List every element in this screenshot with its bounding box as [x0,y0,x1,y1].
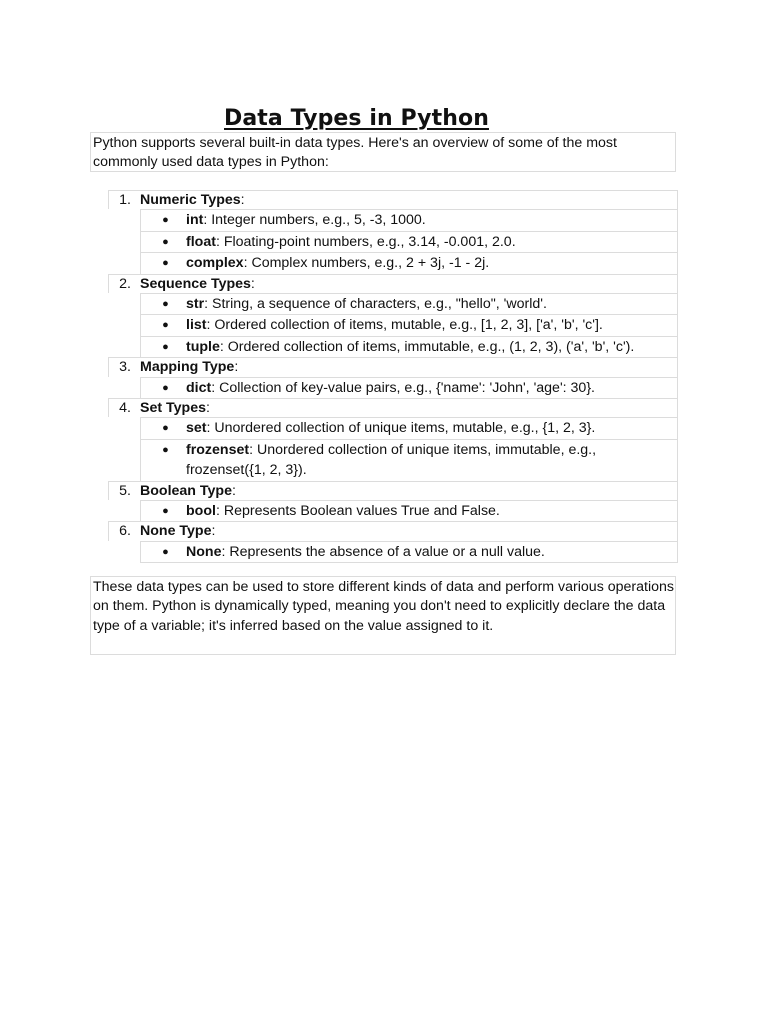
section-title: Sequence Types: [140,275,255,292]
type-item [140,377,678,398]
section-title: Set Types: [140,400,210,417]
type-item [140,231,678,252]
type-term: str [186,296,205,312]
type-section-header [108,274,678,293]
type-item [140,541,678,563]
type-item-text [186,253,677,273]
type-items-list [108,293,678,357]
type-items-list [108,209,678,273]
type-description: : Integer numbers, e.g., 5, -3, 1000. [203,212,426,229]
section-title: Numeric Types: [140,192,245,208]
section-title: None Type: [140,523,216,540]
section-number: 4. [119,400,131,417]
bullet-icon: ● [162,214,169,227]
type-term: complex [186,255,244,272]
bullet-icon: ● [162,545,169,558]
type-item [140,209,678,230]
type-section [108,521,678,563]
type-section-header [108,357,678,376]
section-name: Mapping Type [140,359,235,376]
type-item-text [186,210,677,230]
type-description: : Unordered collection of unique items, immutable, e.g., frozenset({1, 2, 3}). [186,441,597,479]
bullet-icon: ● [162,319,169,332]
type-section [108,398,678,481]
bullet-icon: ● [162,340,169,353]
type-term: bool [186,503,216,520]
bullet-icon: ● [162,298,169,310]
page-title-text: Data Types in Python [224,105,489,131]
type-description: : Complex numbers, e.g., 2 + 3j, -1 - 2j. [243,255,490,272]
type-items-list [108,500,678,521]
type-section [108,481,678,522]
type-item-text [186,294,677,314]
bullet-icon: ● [162,505,169,518]
type-term: None [186,543,222,560]
type-term: set [186,420,207,437]
type-items-list [108,417,678,480]
section-name: Set Types [140,400,206,417]
type-description: : String, a sequence of characters, e.g., "hello", 'world'. [204,296,547,312]
section-number: 2. [119,275,131,292]
section-title: Boolean Type: [140,482,236,499]
type-item [140,314,678,335]
type-term: list [186,317,207,334]
type-item [140,293,678,314]
bullet-icon: ● [162,422,169,435]
section-name: Numeric Types [140,192,241,208]
type-item [140,252,678,273]
type-items-list [108,377,678,398]
type-term: tuple [186,338,220,355]
type-item [140,439,678,481]
type-item-text [186,337,677,357]
intro-paragraph: Python supports several built-in data types. Here's an overview of some of the most commonly used data types in Python: [90,132,676,172]
outro-paragraph: These data types can be used to store different kinds of data and perform various operations on them. Python is dynamically typed, meaning you don't need to explicitly declare the data type of a variable; it's inferred based on the value assigned to it. [90,576,676,655]
type-term: int [186,212,204,229]
type-section-header [108,521,678,540]
bullet-icon: ● [162,257,169,270]
type-item-text [186,440,677,481]
type-section [108,274,678,358]
bullet-icon: ● [162,443,169,456]
section-number: 5. [119,482,131,499]
section-number: 1. [119,192,131,208]
type-item-text [186,378,677,398]
section-name: Sequence Types [140,275,251,292]
type-term: frozenset [186,441,250,458]
type-item-text [186,315,677,335]
type-description: : Floating-point numbers, e.g., 3.14, -0.001, 2.0. [215,233,516,250]
type-description: : Unordered collection of unique items, mutable, e.g., {1, 2, 3}. [206,420,596,437]
type-item [140,417,678,438]
type-section-header [108,481,678,500]
section-number: 3. [119,359,131,376]
type-description: : Ordered collection of items, mutable, e.g., [1, 2, 3], ['a', 'b', 'c']. [206,317,603,334]
type-description: : Collection of key-value pairs, e.g., {'name': 'John', 'age': 30}. [211,379,596,396]
type-item [140,500,678,521]
bullet-icon: ● [162,381,169,394]
type-description: : Ordered collection of items, immutable, e.g., (1, 2, 3), ('a', 'b', 'c'). [219,338,635,355]
section-number: 6. [119,523,131,540]
type-item-text [186,501,677,521]
bullet-icon: ● [162,235,169,248]
type-item-text [186,542,677,562]
type-item-text [186,418,677,438]
section-title: Mapping Type: [140,359,239,376]
page-title [0,104,713,134]
type-section-header [108,190,678,209]
type-items-list [108,541,678,563]
section-name: None Type [140,523,212,540]
type-section-header [108,398,678,417]
data-types-list [108,190,678,563]
type-term: float [186,233,216,250]
section-name: Boolean Type [140,482,232,499]
type-item-text [186,232,677,252]
type-section [108,190,678,274]
type-description: : Represents Boolean values True and False. [215,503,500,520]
type-description: : Represents the absence of a value or a null value. [221,543,545,560]
type-item [140,336,678,357]
type-section [108,357,678,398]
type-term: dict [186,379,212,396]
